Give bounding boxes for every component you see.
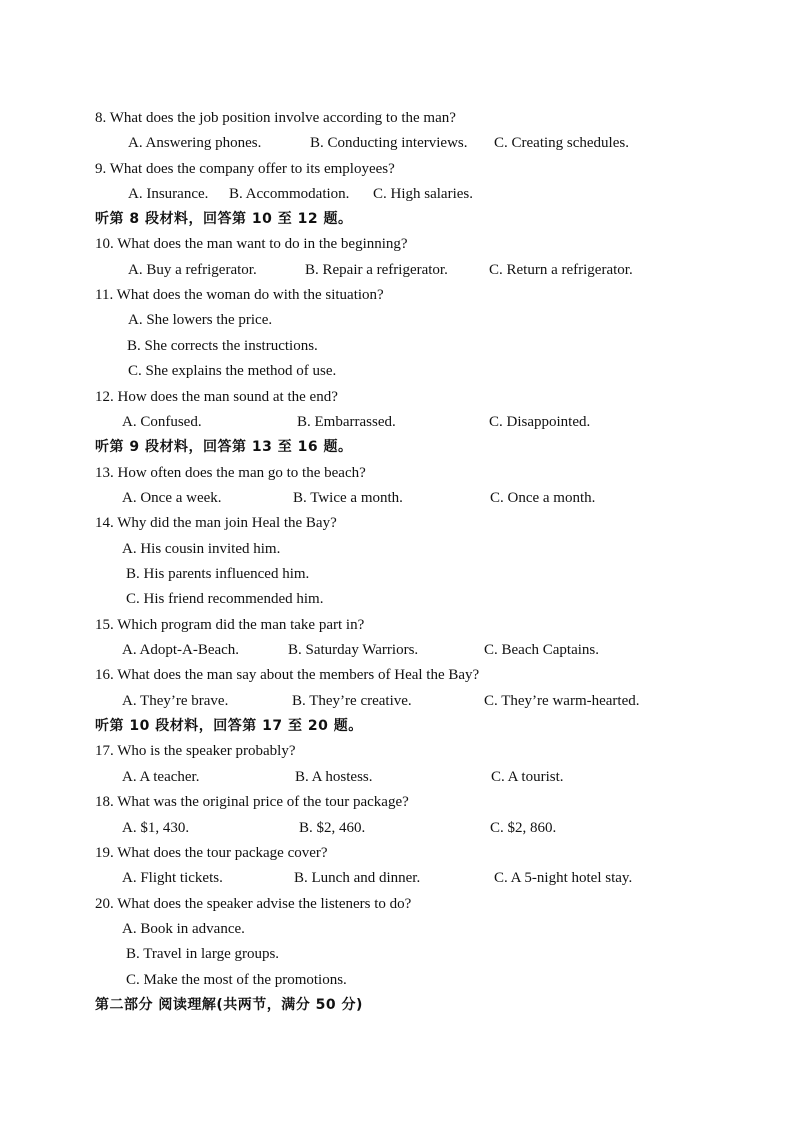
option-a: A. A teacher.	[122, 769, 200, 785]
question-text: 8. What does the job position involve according to the man?	[95, 110, 456, 126]
option-c: C. Return a refrigerator.	[489, 262, 633, 278]
section-heading-9	[0, 435, 794, 459]
question-15	[0, 613, 794, 637]
question-12	[0, 385, 794, 409]
question-text: 11. What does the woman do with the situation?	[95, 287, 384, 303]
question-text: 16. What does the man say about the members of Heal the Bay?	[95, 667, 480, 683]
option-b: B. Lunch and dinner.	[294, 870, 421, 886]
question-9	[0, 157, 794, 181]
option-b: B. Accommodation.	[229, 186, 350, 202]
option-line-11a	[0, 308, 794, 332]
option-b: B. She corrects the instructions.	[127, 338, 318, 354]
option-c: C. A 5-night hotel stay.	[494, 870, 633, 886]
question-text: 17. Who is the speaker probably?	[95, 743, 296, 759]
part-heading: 第二部分 阅读理解(共两节，满分 50 分)	[95, 997, 363, 1013]
question-text: 18. What was the original price of the tour package?	[95, 794, 409, 810]
option-a: A. Adopt-A-Beach.	[122, 642, 240, 658]
option-line-11b	[0, 334, 794, 358]
question-10	[0, 232, 794, 256]
option-c: C. They’re warm-hearted.	[484, 693, 640, 709]
option-c: C. High salaries.	[373, 186, 473, 202]
section-heading: 听第 8 段材料，回答第 10 至 12 题。	[95, 211, 353, 227]
option-a: A. $1, 430.	[122, 820, 190, 836]
option-a: A. Insurance.	[128, 186, 209, 202]
option-c: C. Creating schedules.	[494, 135, 629, 151]
options-18	[0, 816, 794, 840]
options-13	[0, 486, 794, 510]
question-text: 12. How does the man sound at the end?	[95, 389, 338, 405]
option-a: A. They’re brave.	[122, 693, 229, 709]
option-b: B. $2, 460.	[299, 820, 366, 836]
options-19	[0, 866, 794, 890]
option-a: A. Book in advance.	[122, 921, 245, 937]
option-c: C. Beach Captains.	[484, 642, 599, 658]
section-heading: 听第 9 段材料，回答第 13 至 16 题。	[95, 439, 353, 455]
question-text: 19. What does the tour package cover?	[95, 845, 328, 861]
option-b: B. Travel in large groups.	[126, 946, 280, 962]
option-a: A. Answering phones.	[128, 135, 262, 151]
question-text: 10. What does the man want to do in the beginning?	[95, 236, 408, 252]
option-line-14a	[0, 537, 794, 561]
question-16	[0, 663, 794, 687]
option-b: B. A hostess.	[295, 769, 373, 785]
option-a: A. Flight tickets.	[122, 870, 223, 886]
question-text: 20. What does the speaker advise the listeners to do?	[95, 896, 412, 912]
option-c: C. A tourist.	[491, 769, 564, 785]
question-text: 15. Which program did the man take part in?	[95, 617, 365, 633]
options-10	[0, 258, 794, 282]
options-8	[0, 131, 794, 155]
option-b: B. Embarrassed.	[297, 414, 396, 430]
option-c: C. $2, 860.	[490, 820, 557, 836]
option-c: C. Make the most of the promotions.	[126, 972, 347, 988]
option-line-20c	[0, 968, 794, 992]
options-17	[0, 765, 794, 789]
part-two-heading	[0, 993, 794, 1017]
option-line-20b	[0, 942, 794, 966]
option-line-14b	[0, 562, 794, 586]
question-11	[0, 283, 794, 307]
option-c: C. His friend recommended him.	[126, 591, 324, 607]
option-line-20a	[0, 917, 794, 941]
option-line-11c	[0, 359, 794, 383]
question-14	[0, 511, 794, 535]
option-a: A. Once a week.	[122, 490, 222, 506]
option-a: A. She lowers the price.	[128, 312, 273, 328]
section-heading-10	[0, 714, 794, 738]
question-17	[0, 739, 794, 763]
option-b: B. They’re creative.	[292, 693, 412, 709]
option-a: A. Buy a refrigerator.	[128, 262, 257, 278]
option-a: A. His cousin invited him.	[122, 541, 281, 557]
question-text: 9. What does the company offer to its employees?	[95, 161, 395, 177]
options-15	[0, 638, 794, 662]
option-c: C. Disappointed.	[489, 414, 591, 430]
options-12	[0, 410, 794, 434]
option-line-14c	[0, 587, 794, 611]
question-20	[0, 892, 794, 916]
option-b: B. Conducting interviews.	[310, 135, 468, 151]
option-b: B. Twice a month.	[293, 490, 403, 506]
option-c: C. She explains the method of use.	[128, 363, 337, 379]
question-18	[0, 790, 794, 814]
option-b: B. Repair a refrigerator.	[305, 262, 448, 278]
options-9	[0, 182, 794, 206]
option-b: B. Saturday Warriors.	[288, 642, 419, 658]
question-19	[0, 841, 794, 865]
option-b: B. His parents influenced him.	[126, 566, 310, 582]
options-16	[0, 689, 794, 713]
section-heading: 听第 10 段材料，回答第 17 至 20 题。	[95, 718, 363, 734]
option-c: C. Once a month.	[490, 490, 596, 506]
question-13	[0, 461, 794, 485]
section-heading-8	[0, 207, 794, 231]
question-text: 14. Why did the man join Heal the Bay?	[95, 515, 337, 531]
option-a: A. Confused.	[122, 414, 202, 430]
question-text: 13. How often does the man go to the beach?	[95, 465, 366, 481]
question-8	[0, 106, 794, 130]
